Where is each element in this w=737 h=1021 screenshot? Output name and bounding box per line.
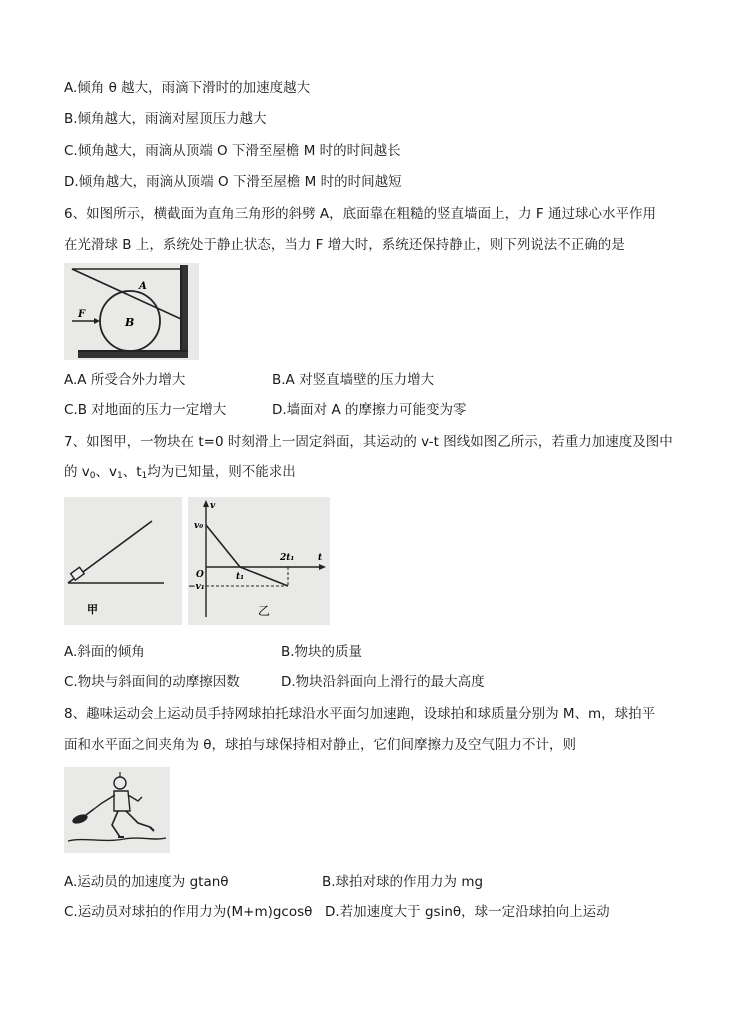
q8-stem-line2: 面和水平面之间夹角为 θ，球拍与球保持相对静止，它们间摩擦力及空气阻力不计，则 [64,737,577,753]
q7-stem-line2: 的 $v_0$、$v_1$、$t_1$均为已知量，则不能求出 [64,464,296,481]
q7-option-b: B.物块的质量 [281,644,363,660]
q8-stem-line1: 8、趣味运动会上运动员手持网球拍托球沿水平面匀加速跑，设球拍和球质量分别为 M、m，球拍平 [64,706,656,722]
q5-option-a: A.倾角 θ 越大，雨滴下滑时的加速度越大 [64,80,311,96]
q5-option-c: C.倾角越大，雨滴从顶端 O 下滑至屋檐 M 时的时间越长 [64,143,401,159]
q6-option-b: B.A 对竖直墙壁的压力增大 [272,372,435,388]
label-v0: v₀ [194,521,204,531]
q7-stem-line1: 7、如图甲，一物块在 t=0 时刻滑上一固定斜面，其运动的 v-t 图线如图乙所示，若重力加速度及图中 [64,434,673,450]
q6-figure-drawing [64,263,199,360]
runner-arm [94,795,115,809]
q6-option-c: C.B 对地面的压力一定增大 [64,402,227,418]
q7-figure-jia [64,497,182,625]
runner-head [114,777,126,789]
vt-segment-up [206,525,240,567]
wedge-a [72,269,181,319]
runner-leg-front [112,811,120,837]
q8-option-b: B.球拍对球的作用力为 mg [322,874,484,890]
ground-hatch [78,352,188,358]
label-b: B [125,316,135,329]
label-a: A [139,281,147,292]
runner-leg-back [126,811,150,827]
block [71,567,85,580]
q8-option-a: A.运动员的加速度为 gtanθ [64,874,229,890]
q8-option-c: C.运动员对球拍的作用力为(M+m)gcosθ [64,904,313,920]
runner-torso [114,791,130,811]
q7-figure-yi [188,497,330,625]
q6-option-a: A.A 所受合外力增大 [64,372,186,388]
label-t1: t₁ [236,572,245,582]
label-jia: 甲 [87,603,98,616]
wall-hatch [182,265,188,357]
q7-option-d: D.物块沿斜面向上滑行的最大高度 [281,674,485,690]
ground-line [68,838,166,841]
vt-segment-down [240,567,288,586]
q6-stem-line2: 在光滑球 B 上，系统处于静止状态，当力 F 增大时，系统还保持静止，则下列说法不正确的是 [64,237,625,253]
label-yi: 乙 [258,604,271,618]
label-2t1: 2t₁ [280,553,295,563]
label-origin: O [196,570,204,580]
label-v1: −v₁ [188,582,205,592]
q8-figure-runner [64,767,170,853]
label-f: F [78,309,86,320]
q6-figure [64,263,199,360]
label-v: v [210,501,216,511]
q7-option-c: C.物块与斜面间的动摩擦因数 [64,674,240,690]
q8-option-d: D.若加速度大于 gsinθ，球一定沿球拍向上运动 [325,904,610,920]
q6-stem-line1: 6、如图所示，横截面为直角三角形的斜劈 A，底面靠在粗糙的竖直墙面上，力 F 通过球心水平作用 [64,206,656,222]
q7-option-a: A.斜面的倾角 [64,644,145,660]
q5-option-b: B.倾角越大，雨滴对屋顶压力越大 [64,111,267,127]
q6-option-d: D.墙面对 A 的摩擦力可能变为零 [272,402,467,418]
label-t: t [318,553,323,563]
q5-option-d: D.倾角越大，雨滴从顶端 O 下滑至屋檐 M 时的时间越短 [64,174,402,190]
